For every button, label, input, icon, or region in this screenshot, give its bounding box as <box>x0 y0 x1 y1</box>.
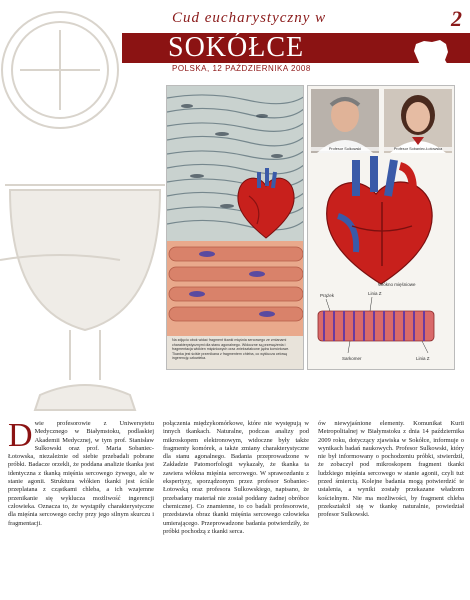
dateline: POLSKA, 12 PAŹDZIERNIKA 2008 <box>172 64 311 73</box>
muscle-fiber-label: Włókno mięśniowe <box>378 282 416 287</box>
page-number: 2 <box>451 6 462 31</box>
body-column-1-text: wie profesorowie z Uniwersytetu Medycznego w Białymstoku, podlaskiej Akademii Medycznej, w tym prof. Stanisław Sulkowski oraz prof. Maria Sobaniec-Łotowska, niezależnie od siebie przebadali pobrane próbki. Badacze orzekli, że poddana analizie tkanka jest identyczna z tkanką mięśnia sercowego żywego, ale w stanie agonii. Struktura włókien tkanki jest ściśle przeplatana z cząstkami chleba, a ich wzajemne przenikanie się wyklucza możliwość ingerencji człowieka. Oznacza to, że wystąpiły charakterystyczne dla mięśnia sercowego cechy przy jego silnym skurczu i fragmentacji. <box>8 420 154 527</box>
heart-small-icon <box>233 166 299 242</box>
professors-panel <box>307 85 455 370</box>
page-title: SOKÓŁCE <box>168 32 305 63</box>
body-column-3: ów niewyjaśnione elementy. Komunikat Kurii Metropolitalnej w Białymstoku z dnia 14 października 2009 roku, dotyczący zjawiska w Sokółce, informuje o wynikach badań naukowych. Profesor Sulkowski, który nie był informowany o pochodzeniu próbki, stwierdził, że zobaczył pod mikroskopem fragment tkanki ludzkiego mięśnia sercowego w stanie agonii, czyli tuż przed śmiercią. Kolejne badania mogą potwierdzić te ustalenia, a wyniki zostały przekazane władzom kościelnym. Nie ma możliwości, by fragment chleba przekształcił się w tkankę naturalnie, powiedział profesor Sulkowski. <box>318 420 464 519</box>
z-line-label-b: Linia Z <box>416 356 430 361</box>
body-column-2: połączenia międzykomórkowe, które nie występują w innych tkankach. Naturalne, podczas analizy pod mikroskopem elektronowym, widoczne były także fragmenty komórek, a także zmiany charakterystyczne dla stanu agonalnego. Badania przeprowadzone w Zakładzie Patomorfologii wykazały, że tkanka ta zawiera włókna mięśnia sercowego. W sprawozdaniu z ekspertyzy, sporządzonym przez profesor Sobaniec-Łotowską oraz profesora Sulkowskiego, napisano, że przebadany materiał nie został poddany żadnej obróbce chemicznej. Co znamienne, to co badali profesorowie, przedstawia obraz tkanki mięśnia sercowego człowieka umierającego. Przeprowadzone badania potwierdziły, że próbki pochodzą z tkanki serca. <box>163 420 309 535</box>
photo-caption-sulkowski: Profesor Sulkowski <box>311 147 379 151</box>
photo-caption-sobaniec: Profesor Sobaniec-Łotowska <box>384 147 452 151</box>
heart-diagram-icon <box>316 156 446 288</box>
z-line-label-a: Linia Z <box>368 291 382 296</box>
body-column-1 <box>8 420 154 596</box>
figure-caption: Na zdjęciu obok widać fragment tkanki mięśnia sercowego ze zmianami charakterystycznymi dla stanu agonalnego. Widoczne są przewężenia i fragmentacja włókien mięśniowych oraz zniekształcone jądra komórkowe. Tkanka jest ściśle przenikana z fragmentem chleba, co wyklucza celową ingerencję człowieka. <box>172 338 290 361</box>
sarcomere-label: Sarkomer <box>342 356 362 361</box>
sarcomere-diagram-icon <box>310 291 450 365</box>
microscope-panel <box>166 85 304 370</box>
article-header <box>0 0 470 82</box>
photo-professor-sobaniec <box>384 89 452 153</box>
striation-label: Prążek <box>320 293 335 298</box>
header-kicker: Cud eucharystyczny w <box>172 10 327 26</box>
poland-map-icon <box>412 38 450 68</box>
drop-cap: D <box>8 420 33 454</box>
article-body <box>8 420 464 596</box>
photo-professor-sulkowski <box>311 89 379 153</box>
muscle-fibers-image <box>167 241 304 336</box>
